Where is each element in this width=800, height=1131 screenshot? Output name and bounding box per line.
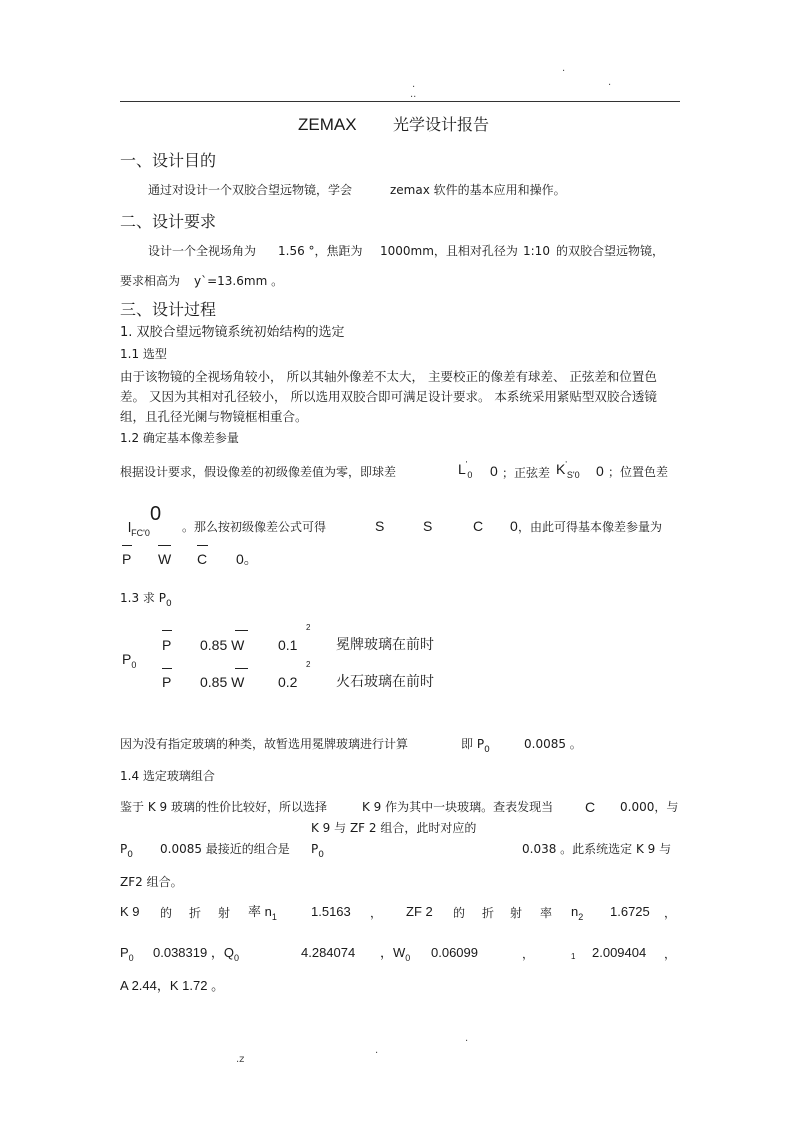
formula-f2-coef: 0.85 W — [200, 674, 245, 690]
formula-f2-val: 0.2 — [278, 674, 298, 690]
s2-line2-a: 要求相高为 — [120, 274, 181, 288]
formula-C-bar: C — [197, 551, 208, 567]
para-1-4-line3-c — [311, 842, 324, 860]
overbar-P — [122, 545, 132, 546]
formula-S1: S — [375, 518, 385, 534]
subsection-1: 1. 双胶合望远物镜系统初始结构的选定 — [120, 325, 345, 340]
formula-K-prime: ' — [565, 460, 567, 469]
param-row-W0-sub: 0 — [405, 953, 411, 963]
formula-zero-4: 0。 — [236, 551, 258, 567]
para-1-4-line3-a-sub: 0 — [127, 850, 133, 860]
para-1-4-line3-c-sub: 0 — [318, 850, 324, 860]
param-row-W0-text: ，W — [380, 945, 406, 960]
param-row-W0-value: 0.06099 — [431, 945, 478, 960]
formula-big-zero: 0 — [150, 503, 162, 525]
title-english: ZEMAX — [298, 115, 357, 134]
overbar-W-f1 — [235, 630, 248, 631]
overbar-C — [197, 545, 208, 546]
formula-zero-3: 0 — [510, 518, 518, 534]
formula-l-letter: l — [128, 519, 132, 535]
formula-f2-note: 火石玻璃在前时 — [336, 674, 434, 690]
subsection-1-3-label: 1.3 求 P — [120, 591, 166, 605]
index-row-she-1: 射 — [218, 906, 231, 920]
para-1-2-a: 根据设计要求，假设像差的初级像差值为零，即球差 — [120, 465, 397, 479]
para-1-2-d: 。那么按初级像差公式可得 — [182, 520, 327, 534]
param-row-A-K: A 2.44，K 1.72 。 — [120, 978, 225, 993]
formula-zero-1: 0 — [490, 463, 498, 479]
formula-zero-2: 0 — [596, 463, 604, 479]
subsection-1-1: 1.1 选型 — [120, 347, 167, 361]
s2-line1-d: 1:10 — [523, 244, 550, 258]
formula-L-sub: 0 — [467, 470, 473, 480]
param-row-P0-sub: 0 — [128, 953, 134, 963]
subsection-1-3 — [120, 591, 172, 609]
para-1-4-line1-b: K 9 作为其中一块玻璃。查表发现当 — [362, 800, 554, 814]
param-row-P0-value-Q0 — [153, 945, 239, 963]
param-row-Q0-sub: 0 — [233, 953, 239, 963]
param-row-P0 — [120, 945, 134, 963]
param-row-comma-1: ， — [522, 947, 535, 961]
para-1-3-c: 0.0085 。 — [524, 737, 582, 751]
index-row-comma-1: ， — [370, 906, 383, 920]
para-1-4-line3-c-text: P — [311, 842, 319, 856]
header-mark: .. — [410, 89, 417, 100]
section-heading-1: 一、设计目的 — [120, 151, 217, 170]
footer-mark: . — [375, 1045, 379, 1056]
para-1-1-line2: 差。 又因为其相对孔径较小， 所以选用双胶合即可满足设计要求。 本系统采用紧贴型双胶合透镜 — [120, 389, 657, 404]
param-row-P0-value-Q0-text: 0.038319 ，Q — [153, 945, 234, 960]
para-1-4-line4: ZF2 组合。 — [120, 875, 183, 889]
para-1-2-c: ；位置色差 — [608, 465, 669, 479]
index-row-n2-sub: 2 — [578, 912, 584, 922]
footer-mark: .z — [236, 1054, 245, 1065]
para-1-4-line3-b: 0.0085 最接近的组合是 — [160, 842, 290, 856]
section-heading-2: 二、设计要求 — [120, 212, 217, 231]
formula-P0-letter: P — [122, 651, 132, 667]
para-1-4-line2: K 9 与 ZF 2 组合，此时对应的 — [311, 821, 477, 835]
formula-lFC — [128, 519, 150, 538]
formula-L-letter: L — [458, 461, 466, 477]
param-row-phi-sub: 1 — [571, 952, 576, 961]
subsection-1-2: 1.2 确定基本像差参量 — [120, 431, 239, 445]
formula-f2-exp: 2 — [306, 660, 311, 669]
overbar-W-f2 — [235, 668, 248, 669]
formula-P0 — [122, 651, 137, 670]
formula-W-bar: W — [158, 551, 172, 567]
index-row-n1-value: 1.5163 — [311, 904, 351, 919]
index-row-lv-2: 率 — [540, 906, 553, 920]
s2-line1-a: 设计一个全视场角为 — [148, 244, 257, 258]
index-row-de-1: 的 — [160, 906, 173, 920]
para-1-2-e: ，由此可得基本像差参量为 — [518, 520, 663, 534]
index-row-de-2: 的 — [453, 906, 466, 920]
s2-line1-c: 1000mm，且相对孔径为 — [380, 244, 518, 258]
s2-line1-b: 1.56 °，焦距为 — [278, 244, 363, 258]
overbar-P-f1 — [162, 630, 172, 631]
s2-line2-b: y`=13.6mm 。 — [194, 274, 284, 288]
s1-text-a: 通过对设计一个双胶合望远物镜，学会 — [148, 183, 353, 197]
formula-l-sub: FC'0 — [131, 528, 150, 538]
formula-P0-sub: 0 — [131, 660, 137, 670]
formula-f2-P: P — [162, 674, 172, 690]
index-row-she-2: 射 — [510, 906, 523, 920]
formula-K — [556, 460, 580, 480]
formula-f1-P: P — [162, 637, 172, 653]
index-row-lv-n1 — [248, 904, 277, 922]
para-1-1-line3: 组，且孔径光阑与物镜框相重合。 — [120, 409, 308, 424]
index-row-k9-label: K 9 — [120, 904, 140, 919]
overbar-P-f2 — [162, 668, 172, 669]
formula-P-bar: P — [122, 551, 132, 567]
param-row-W0 — [380, 945, 411, 963]
formula-f1-note: 冕牌玻璃在前时 — [336, 637, 434, 653]
subsection-1-4: 1.4 选定玻璃组合 — [120, 769, 215, 783]
index-row-n1-sub: 1 — [271, 912, 277, 922]
para-1-1-line1: 由于该物镜的全视场角较小， 所以其轴外像差不太大， 主要校正的像差有球差、 正弦差和位置色 — [120, 369, 657, 384]
para-1-3-a: 因为没有指定玻璃的种类，故暂选用冕牌玻璃进行计算 — [120, 737, 409, 751]
index-row-n2 — [571, 904, 584, 922]
para-1-4-line3-d: 0.038 。此系统选定 K 9 与 — [522, 842, 672, 856]
formula-L-prime: ' — [465, 460, 468, 469]
header-mark: . — [608, 77, 612, 88]
index-row-zf2-label: ZF 2 — [406, 904, 433, 919]
formula-f1-coef: 0.85 W — [200, 637, 245, 653]
index-row-n2-text: n — [571, 904, 579, 919]
para-1-3-b-sub: 0 — [484, 745, 490, 755]
param-row-comma-2: ， — [664, 947, 677, 961]
para-1-2-b: ；正弦差 — [502, 466, 551, 480]
s1-text-b: zemax 软件的基本应用和操作。 — [390, 183, 566, 197]
header-rule — [120, 101, 680, 102]
param-row-P0-text: P — [120, 945, 129, 960]
s2-line1-e: 的双胶合望远物镜， — [556, 244, 665, 258]
para-1-4-line1-d: 0.000，与 — [620, 800, 679, 814]
formula-K-sub: S'0 — [566, 470, 580, 480]
para-1-3-b-text: 即 P — [461, 737, 485, 751]
para-1-4-line1-c: C — [585, 799, 596, 815]
para-1-4-line3-a — [120, 842, 133, 860]
title-chinese: 光学设计报告 — [393, 115, 490, 134]
overbar-W — [158, 545, 171, 546]
index-row-n2-value: 1.6725 — [610, 904, 650, 919]
formula-C: C — [473, 518, 484, 534]
para-1-3-b — [461, 737, 490, 755]
section-heading-3: 三、设计过程 — [120, 300, 217, 319]
formula-f1-exp: 2 — [306, 623, 311, 632]
subsection-1-3-sub: 0 — [165, 599, 172, 609]
param-row-phi-value: 2.009404 — [592, 945, 647, 960]
formula-K-letter: K — [556, 461, 566, 477]
footer-mark: . — [465, 1033, 469, 1044]
index-row-lv-n1-text: 率 n — [248, 904, 272, 919]
index-row-comma-2: ， — [664, 906, 677, 920]
header-mark: . — [562, 63, 566, 74]
index-row-zhe-1: 折 — [189, 906, 202, 920]
formula-S2: S — [423, 518, 433, 534]
formula-f1-val: 0.1 — [278, 637, 298, 653]
para-1-4-line1-a: 鉴于 K 9 玻璃的性价比较好，所以选择 — [120, 800, 327, 814]
param-row-Q0-value: 4.284074 — [301, 945, 356, 960]
para-1-4-line3-a-text: P — [120, 842, 128, 856]
index-row-zhe-2: 折 — [482, 906, 495, 920]
header-mark: . — [412, 79, 416, 90]
formula-L — [458, 460, 473, 480]
